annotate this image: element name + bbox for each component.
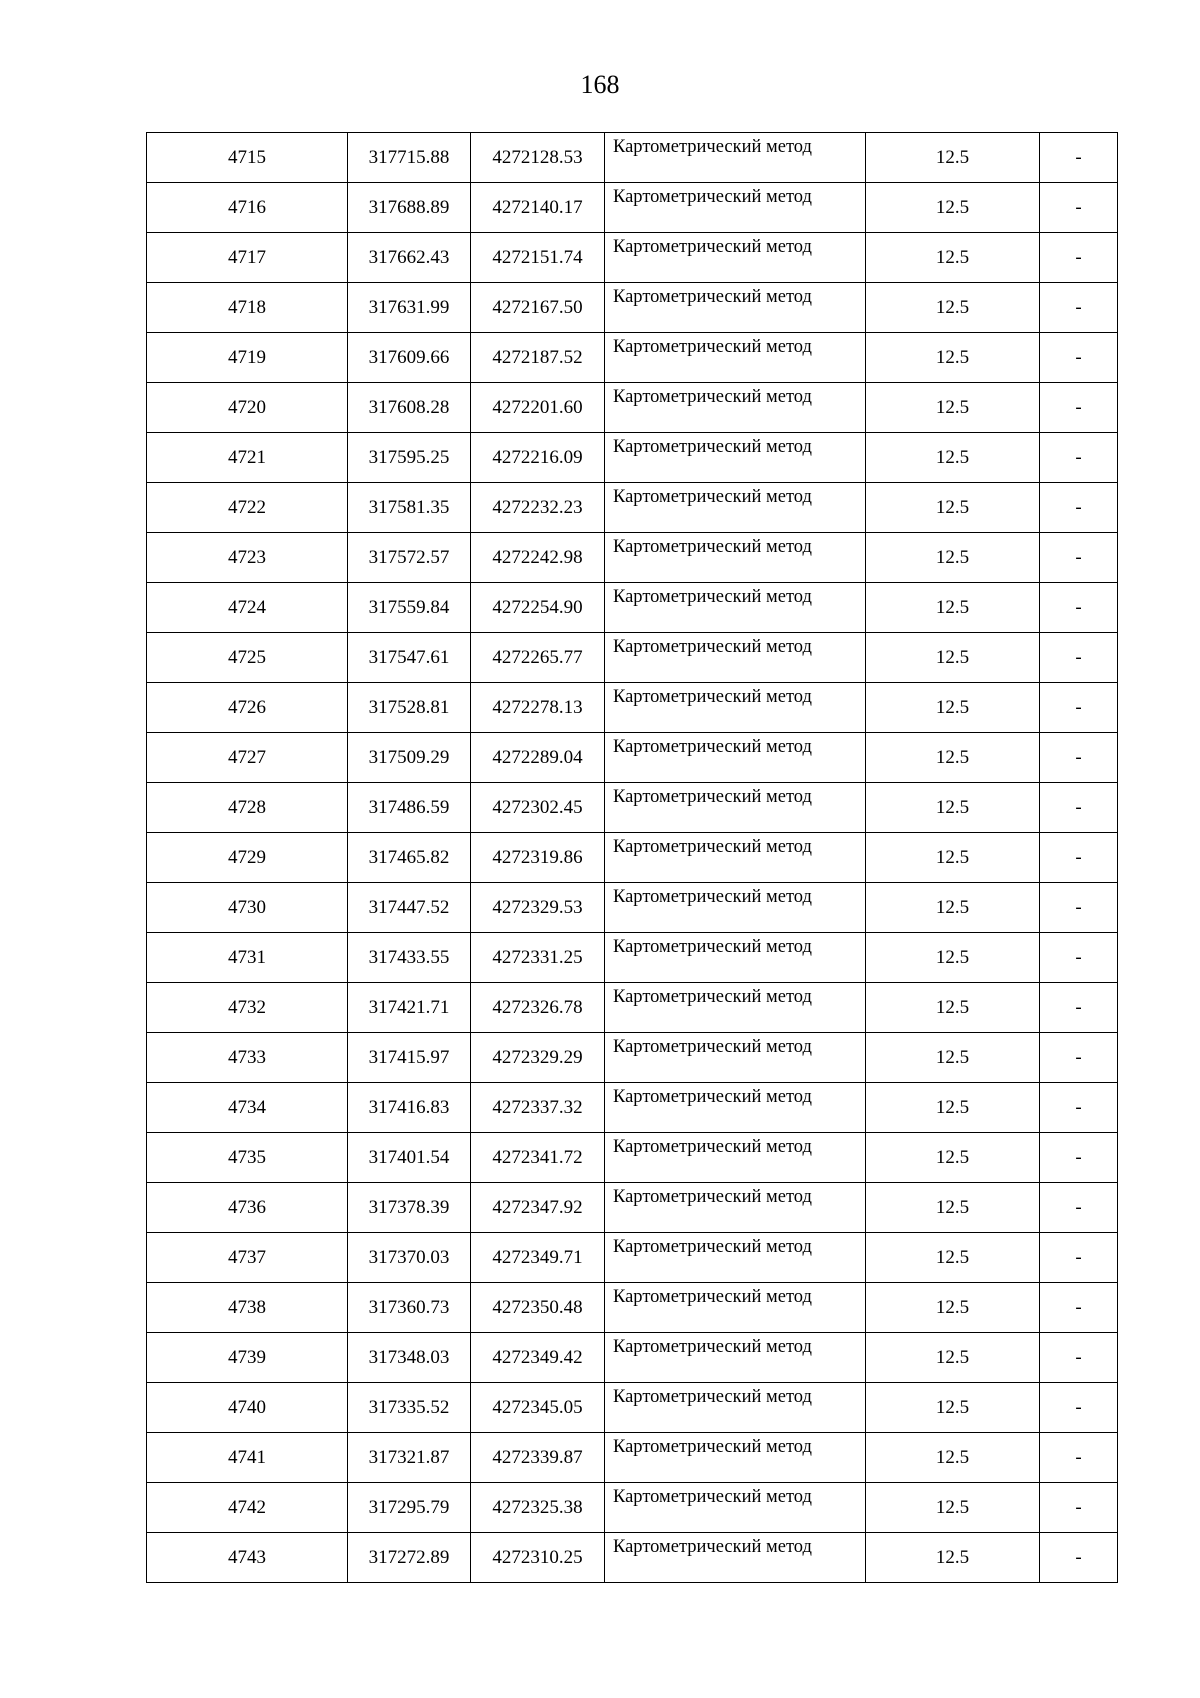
table-body (147, 133, 1118, 1583)
accuracy-cell: 12.5 (866, 133, 1040, 183)
y-coordinate-cell: 4272319.86 (471, 833, 605, 883)
description-cell: - (1040, 133, 1118, 183)
y-coordinate-cell: 4272128.53 (471, 133, 605, 183)
point-number-cell: 4738 (147, 1283, 348, 1333)
y-coordinate-cell: 4272140.17 (471, 183, 605, 233)
y-coordinate-cell: 4272201.60 (471, 383, 605, 433)
x-coordinate-cell: 317370.03 (348, 1233, 471, 1283)
table-row (147, 133, 1118, 183)
point-number-cell: 4731 (147, 933, 348, 983)
point-number-cell: 4732 (147, 983, 348, 1033)
method-cell: Картометрический метод (605, 433, 866, 483)
table-row (147, 833, 1118, 883)
accuracy-cell: 12.5 (866, 483, 1040, 533)
table-row (147, 983, 1118, 1033)
table-row (147, 633, 1118, 683)
point-number-cell: 4715 (147, 133, 348, 183)
description-cell: - (1040, 1283, 1118, 1333)
table-row (147, 1283, 1118, 1333)
y-coordinate-cell: 4272242.98 (471, 533, 605, 583)
x-coordinate-cell: 317335.52 (348, 1383, 471, 1433)
y-coordinate-cell: 4272310.25 (471, 1533, 605, 1583)
description-cell: - (1040, 283, 1118, 333)
table-row (147, 1433, 1118, 1483)
method-cell: Картометрический метод (605, 833, 866, 883)
description-cell: - (1040, 683, 1118, 733)
description-cell: - (1040, 633, 1118, 683)
table-row (147, 1383, 1118, 1433)
point-number-cell: 4740 (147, 1383, 348, 1433)
method-cell: Картометрический метод (605, 1533, 866, 1583)
method-cell: Картометрический метод (605, 1333, 866, 1383)
accuracy-cell: 12.5 (866, 1083, 1040, 1133)
description-cell: - (1040, 183, 1118, 233)
x-coordinate-cell: 317608.28 (348, 383, 471, 433)
description-cell: - (1040, 1033, 1118, 1083)
accuracy-cell: 12.5 (866, 583, 1040, 633)
y-coordinate-cell: 4272339.87 (471, 1433, 605, 1483)
x-coordinate-cell: 317581.35 (348, 483, 471, 533)
x-coordinate-cell: 317486.59 (348, 783, 471, 833)
accuracy-cell: 12.5 (866, 883, 1040, 933)
method-cell: Картометрический метод (605, 1433, 866, 1483)
accuracy-cell: 12.5 (866, 1233, 1040, 1283)
description-cell: - (1040, 783, 1118, 833)
description-cell: - (1040, 1133, 1118, 1183)
x-coordinate-cell: 317272.89 (348, 1533, 471, 1583)
description-cell: - (1040, 483, 1118, 533)
point-number-cell: 4726 (147, 683, 348, 733)
x-coordinate-cell: 317378.39 (348, 1183, 471, 1233)
method-cell: Картометрический метод (605, 383, 866, 433)
description-cell: - (1040, 433, 1118, 483)
y-coordinate-cell: 4272325.38 (471, 1483, 605, 1533)
coordinates-table (146, 132, 1118, 1583)
point-number-cell: 4739 (147, 1333, 348, 1383)
x-coordinate-cell: 317415.97 (348, 1033, 471, 1083)
accuracy-cell: 12.5 (866, 633, 1040, 683)
y-coordinate-cell: 4272232.23 (471, 483, 605, 533)
method-cell: Картометрический метод (605, 283, 866, 333)
table-row (147, 383, 1118, 433)
y-coordinate-cell: 4272329.53 (471, 883, 605, 933)
method-cell: Картометрический метод (605, 533, 866, 583)
point-number-cell: 4730 (147, 883, 348, 933)
accuracy-cell: 12.5 (866, 533, 1040, 583)
y-coordinate-cell: 4272265.77 (471, 633, 605, 683)
description-cell: - (1040, 983, 1118, 1033)
y-coordinate-cell: 4272326.78 (471, 983, 605, 1033)
description-cell: - (1040, 1233, 1118, 1283)
y-coordinate-cell: 4272254.90 (471, 583, 605, 633)
description-cell: - (1040, 1083, 1118, 1133)
y-coordinate-cell: 4272278.13 (471, 683, 605, 733)
method-cell: Картометрический метод (605, 783, 866, 833)
x-coordinate-cell: 317348.03 (348, 1333, 471, 1383)
accuracy-cell: 12.5 (866, 433, 1040, 483)
description-cell: - (1040, 1383, 1118, 1433)
point-number-cell: 4719 (147, 333, 348, 383)
x-coordinate-cell: 317572.57 (348, 533, 471, 583)
x-coordinate-cell: 317401.54 (348, 1133, 471, 1183)
method-cell: Картометрический метод (605, 633, 866, 683)
method-cell: Картометрический метод (605, 233, 866, 283)
y-coordinate-cell: 4272216.09 (471, 433, 605, 483)
accuracy-cell: 12.5 (866, 383, 1040, 433)
description-cell: - (1040, 233, 1118, 283)
accuracy-cell: 12.5 (866, 1533, 1040, 1583)
description-cell: - (1040, 883, 1118, 933)
point-number-cell: 4723 (147, 533, 348, 583)
table-row (147, 583, 1118, 633)
description-cell: - (1040, 583, 1118, 633)
x-coordinate-cell: 317360.73 (348, 1283, 471, 1333)
x-coordinate-cell: 317421.71 (348, 983, 471, 1033)
point-number-cell: 4716 (147, 183, 348, 233)
table-row (147, 733, 1118, 783)
method-cell: Картометрический метод (605, 1083, 866, 1133)
method-cell: Картометрический метод (605, 933, 866, 983)
table-row (147, 1333, 1118, 1383)
accuracy-cell: 12.5 (866, 183, 1040, 233)
y-coordinate-cell: 4272302.45 (471, 783, 605, 833)
table-row (147, 1133, 1118, 1183)
method-cell: Картометрический метод (605, 583, 866, 633)
method-cell: Картометрический метод (605, 333, 866, 383)
x-coordinate-cell: 317433.55 (348, 933, 471, 983)
description-cell: - (1040, 1433, 1118, 1483)
table-row (147, 333, 1118, 383)
accuracy-cell: 12.5 (866, 1333, 1040, 1383)
y-coordinate-cell: 4272350.48 (471, 1283, 605, 1333)
description-cell: - (1040, 833, 1118, 883)
point-number-cell: 4741 (147, 1433, 348, 1483)
method-cell: Картометрический метод (605, 883, 866, 933)
y-coordinate-cell: 4272349.42 (471, 1333, 605, 1383)
table-row (147, 1183, 1118, 1233)
accuracy-cell: 12.5 (866, 1133, 1040, 1183)
accuracy-cell: 12.5 (866, 1283, 1040, 1333)
table-row (147, 933, 1118, 983)
accuracy-cell: 12.5 (866, 233, 1040, 283)
y-coordinate-cell: 4272341.72 (471, 1133, 605, 1183)
description-cell: - (1040, 383, 1118, 433)
table-row (147, 283, 1118, 333)
y-coordinate-cell: 4272347.92 (471, 1183, 605, 1233)
point-number-cell: 4725 (147, 633, 348, 683)
table-row (147, 433, 1118, 483)
table-row (147, 483, 1118, 533)
point-number-cell: 4729 (147, 833, 348, 883)
x-coordinate-cell: 317465.82 (348, 833, 471, 883)
accuracy-cell: 12.5 (866, 733, 1040, 783)
method-cell: Картометрический метод (605, 733, 866, 783)
point-number-cell: 4720 (147, 383, 348, 433)
accuracy-cell: 12.5 (866, 833, 1040, 883)
accuracy-cell: 12.5 (866, 1433, 1040, 1483)
accuracy-cell: 12.5 (866, 1033, 1040, 1083)
method-cell: Картометрический метод (605, 1283, 866, 1333)
description-cell: - (1040, 533, 1118, 583)
accuracy-cell: 12.5 (866, 283, 1040, 333)
point-number-cell: 4742 (147, 1483, 348, 1533)
x-coordinate-cell: 317631.99 (348, 283, 471, 333)
point-number-cell: 4728 (147, 783, 348, 833)
x-coordinate-cell: 317547.61 (348, 633, 471, 683)
point-number-cell: 4736 (147, 1183, 348, 1233)
y-coordinate-cell: 4272167.50 (471, 283, 605, 333)
x-coordinate-cell: 317662.43 (348, 233, 471, 283)
y-coordinate-cell: 4272329.29 (471, 1033, 605, 1083)
y-coordinate-cell: 4272151.74 (471, 233, 605, 283)
point-number-cell: 4734 (147, 1083, 348, 1133)
accuracy-cell: 12.5 (866, 683, 1040, 733)
y-coordinate-cell: 4272345.05 (471, 1383, 605, 1433)
table-row (147, 1033, 1118, 1083)
method-cell: Картометрический метод (605, 483, 866, 533)
table-row (147, 183, 1118, 233)
description-cell: - (1040, 733, 1118, 783)
method-cell: Картометрический метод (605, 1233, 866, 1283)
accuracy-cell: 12.5 (866, 1183, 1040, 1233)
method-cell: Картометрический метод (605, 983, 866, 1033)
x-coordinate-cell: 317295.79 (348, 1483, 471, 1533)
point-number-cell: 4735 (147, 1133, 348, 1183)
x-coordinate-cell: 317715.88 (348, 133, 471, 183)
x-coordinate-cell: 317688.89 (348, 183, 471, 233)
method-cell: Картометрический метод (605, 1133, 866, 1183)
table-row (147, 1533, 1118, 1583)
point-number-cell: 4737 (147, 1233, 348, 1283)
page-number: 168 (580, 70, 620, 99)
accuracy-cell: 12.5 (866, 1483, 1040, 1533)
method-cell: Картометрический метод (605, 1483, 866, 1533)
table-row (147, 233, 1118, 283)
table-row (147, 1083, 1118, 1133)
point-number-cell: 4727 (147, 733, 348, 783)
x-coordinate-cell: 317416.83 (348, 1083, 471, 1133)
table-row (147, 533, 1118, 583)
accuracy-cell: 12.5 (866, 933, 1040, 983)
x-coordinate-cell: 317559.84 (348, 583, 471, 633)
method-cell: Картометрический метод (605, 1183, 866, 1233)
y-coordinate-cell: 4272331.25 (471, 933, 605, 983)
table-row (147, 783, 1118, 833)
x-coordinate-cell: 317528.81 (348, 683, 471, 733)
method-cell: Картометрический метод (605, 1383, 866, 1433)
point-number-cell: 4733 (147, 1033, 348, 1083)
description-cell: - (1040, 1183, 1118, 1233)
y-coordinate-cell: 4272337.32 (471, 1083, 605, 1133)
x-coordinate-cell: 317609.66 (348, 333, 471, 383)
point-number-cell: 4722 (147, 483, 348, 533)
y-coordinate-cell: 4272349.71 (471, 1233, 605, 1283)
x-coordinate-cell: 317321.87 (348, 1433, 471, 1483)
accuracy-cell: 12.5 (866, 983, 1040, 1033)
accuracy-cell: 12.5 (866, 783, 1040, 833)
accuracy-cell: 12.5 (866, 333, 1040, 383)
table-row (147, 1483, 1118, 1533)
x-coordinate-cell: 317509.29 (348, 733, 471, 783)
x-coordinate-cell: 317447.52 (348, 883, 471, 933)
accuracy-cell: 12.5 (866, 1383, 1040, 1433)
description-cell: - (1040, 933, 1118, 983)
table-row (147, 1233, 1118, 1283)
point-number-cell: 4724 (147, 583, 348, 633)
method-cell: Картометрический метод (605, 1033, 866, 1083)
point-number-cell: 4743 (147, 1533, 348, 1583)
table-row (147, 883, 1118, 933)
method-cell: Картометрический метод (605, 133, 866, 183)
description-cell: - (1040, 1533, 1118, 1583)
method-cell: Картометрический метод (605, 683, 866, 733)
method-cell: Картометрический метод (605, 183, 866, 233)
point-number-cell: 4717 (147, 233, 348, 283)
y-coordinate-cell: 4272187.52 (471, 333, 605, 383)
point-number-cell: 4721 (147, 433, 348, 483)
point-number-cell: 4718 (147, 283, 348, 333)
description-cell: - (1040, 1333, 1118, 1383)
table-row (147, 683, 1118, 733)
x-coordinate-cell: 317595.25 (348, 433, 471, 483)
description-cell: - (1040, 333, 1118, 383)
y-coordinate-cell: 4272289.04 (471, 733, 605, 783)
description-cell: - (1040, 1483, 1118, 1533)
